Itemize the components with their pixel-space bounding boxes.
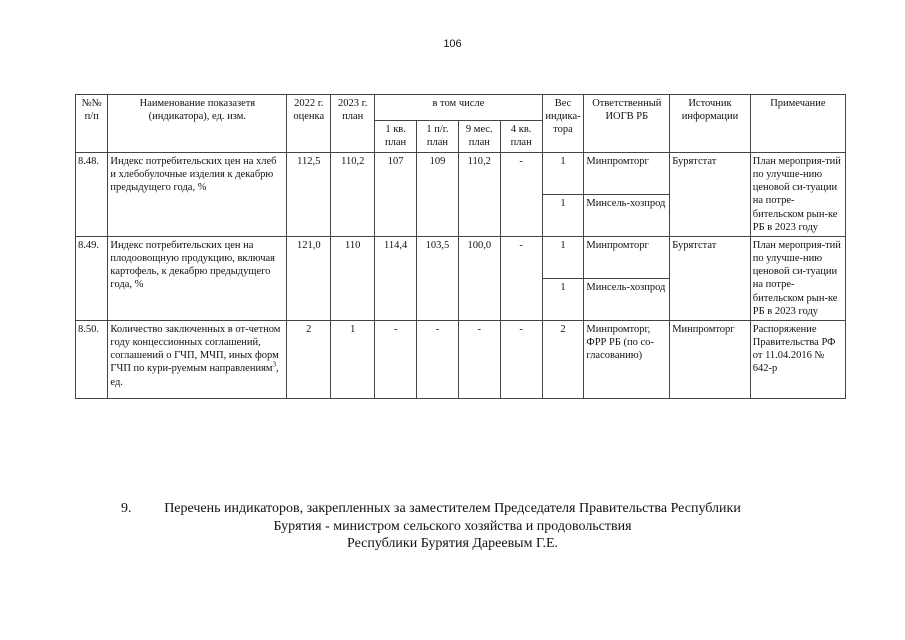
row-weight: 1 bbox=[542, 195, 584, 237]
header-num: №№ п/п bbox=[76, 95, 108, 153]
section-title-line-2: Бурятия - министром сельского хозяйства и продовольствия bbox=[273, 518, 632, 534]
row-2022: 112,5 bbox=[287, 153, 331, 237]
header-9m: 9 мес. план bbox=[458, 121, 500, 153]
footnote-mark: 3 bbox=[272, 360, 277, 369]
row-note: Распоряжение Правительства РФ от 11.04.2016 № 642-р bbox=[750, 321, 845, 399]
header-h1: 1 п/г. план bbox=[417, 121, 459, 153]
header-2022: 2022 г. оценка bbox=[287, 95, 331, 153]
header-note: Примечание bbox=[750, 95, 845, 153]
row-9m: 100,0 bbox=[458, 237, 500, 321]
page-number: 106 bbox=[443, 38, 462, 50]
table-row bbox=[76, 321, 846, 399]
header-source: Источник информации bbox=[670, 95, 751, 153]
row-q4: - bbox=[500, 237, 542, 321]
row-name: Индекс потребительских цен на хлеб и хлебобулочные изделия к декабрю предыдущего года, % bbox=[108, 153, 287, 237]
section-title-line-1: Перечень индикаторов, закрепленных за заместителем Председателя Правительства Республики bbox=[164, 501, 741, 516]
row-q1: 107 bbox=[375, 153, 417, 237]
row-h1: - bbox=[417, 321, 459, 399]
section-heading bbox=[0, 500, 905, 553]
row-2022: 121,0 bbox=[287, 237, 331, 321]
header-responsible: Ответственный ИОГВ РБ bbox=[584, 95, 670, 153]
header-including: в том числе bbox=[375, 95, 542, 121]
row-name-text: Количество заключенных в от-четном году концессионных соглашений, соглашений о ГЧП, МЧП, иных форм ГЧП по кури-руемым направлениям bbox=[110, 324, 281, 375]
table-row bbox=[76, 237, 846, 279]
row-9m: 110,2 bbox=[458, 153, 500, 237]
row-num: 8.49. bbox=[76, 237, 108, 321]
row-2022: 2 bbox=[287, 321, 331, 399]
row-num: 8.50. bbox=[76, 321, 108, 399]
row-responsible: Минпромторг bbox=[584, 237, 670, 279]
header-weight: Вес индика-тора bbox=[542, 95, 584, 153]
table-header bbox=[76, 95, 846, 153]
row-9m: - bbox=[458, 321, 500, 399]
row-weight: 2 bbox=[542, 321, 584, 399]
row-responsible: Минпромторг, ФРР РБ (по со-гласованию) bbox=[584, 321, 670, 399]
row-2023: 110 bbox=[331, 237, 375, 321]
row-q1: - bbox=[375, 321, 417, 399]
row-name-tail: , ед. bbox=[110, 363, 279, 388]
row-note: План мероприя-тий по улучше-нию ценовой си-туации на потре-бительском рын-ке РБ в 2023 году bbox=[750, 237, 845, 321]
row-note: План мероприя-тий по улучше-нию ценовой си-туации на потре-бительском рын-ке РБ в 2023 году bbox=[750, 153, 845, 237]
row-responsible: Минсель-хозпрод bbox=[584, 279, 670, 321]
row-responsible: Минпромторг bbox=[584, 153, 670, 195]
row-2023: 1 bbox=[331, 321, 375, 399]
row-q4: - bbox=[500, 321, 542, 399]
row-source: Бурятстат bbox=[670, 153, 751, 237]
row-weight: 1 bbox=[542, 153, 584, 195]
row-weight: 1 bbox=[542, 279, 584, 321]
section-title-line-3: Республики Бурятия Дареевым Г.Е. bbox=[346, 536, 559, 551]
header-2023: 2023 г. план bbox=[331, 95, 375, 153]
section-number: 9. bbox=[121, 501, 132, 516]
indicators-table bbox=[75, 94, 846, 399]
header-name: Наименование показазетя (индикатора), ед. изм. bbox=[108, 95, 287, 153]
row-num: 8.48. bbox=[76, 153, 108, 237]
table-row bbox=[76, 153, 846, 195]
row-h1: 103,5 bbox=[417, 237, 459, 321]
row-responsible: Минсель-хозпрод bbox=[584, 195, 670, 237]
row-source: Минпромторг bbox=[670, 321, 751, 399]
row-q4: - bbox=[500, 153, 542, 237]
row-name bbox=[108, 321, 287, 399]
row-weight: 1 bbox=[542, 237, 584, 279]
header-q1: 1 кв. план bbox=[375, 121, 417, 153]
row-q1: 114,4 bbox=[375, 237, 417, 321]
row-h1: 109 bbox=[417, 153, 459, 237]
header-q4: 4 кв. план bbox=[500, 121, 542, 153]
row-2023: 110,2 bbox=[331, 153, 375, 237]
row-source: Бурятстат bbox=[670, 237, 751, 321]
row-name: Индекс потребительских цен на плодоовощную продукцию, включая картофель, к декабрю предыдущего года, % bbox=[108, 237, 287, 321]
